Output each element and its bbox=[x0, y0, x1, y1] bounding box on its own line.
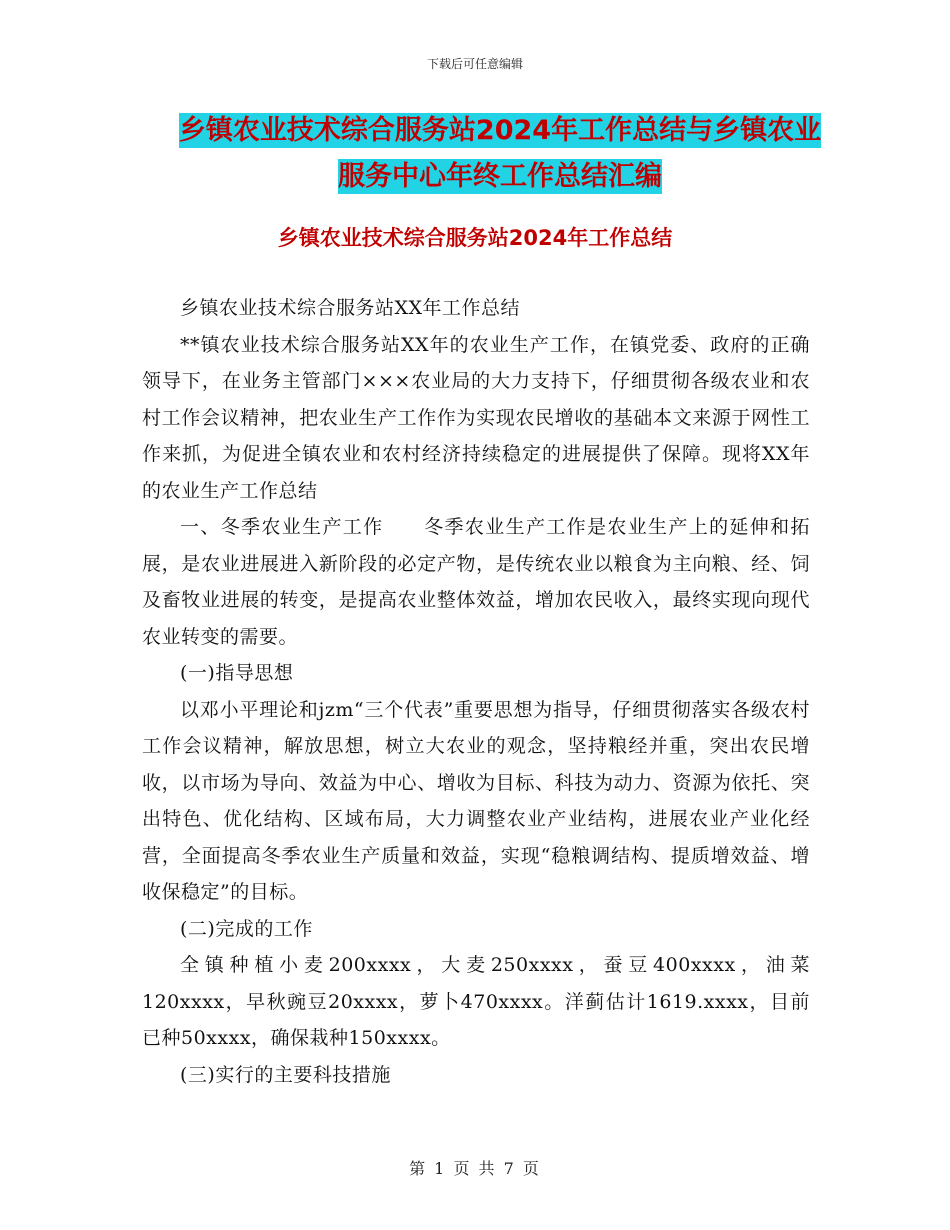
paragraph: 以邓小平理论和jzm“三个代表”重要思想为指导，仔细贯彻落实各级农村工作会议精神，解放思想，树立大农业的观念，坚持粮经并重，突出农民增收，以市场为导向、效益为中心、增收为目标、科技为动力、资源为依托、突出特色、优化结构、区域布局，大力调整农业产业结构，进展农业产业化经营，全面提高冬季农业生产质量和效益，实现“稳粮调结构、提质增效益、增收保稳定”的目标。 bbox=[142, 698, 810, 903]
body-text bbox=[142, 290, 810, 1093]
paragraph: 全镇种植小麦200xxxx，大麦250xxxx，蚕豆400xxxx，油菜120xxxx，早秋豌豆20xxxx，萝卜470xxxx。洋蓟估计1619.xxxx，目前已种50xxxx，确保栽种150xxxx。 bbox=[142, 954, 810, 1049]
header-note: 下载后可任意编辑 bbox=[426, 57, 523, 71]
paragraph: 一、冬季农业生产工作 冬季农业生产工作是农业生产上的延伸和拓展，是农业进展进入新阶段的必定产物，是传统农业以粮食为主向粮、经、饲及畜牧业进展的转变，是提高农业整体效益，增加农民收入，最终实现向现代农业转变的需要。 bbox=[142, 516, 810, 648]
paragraph: (三)实行的主要科技措施 bbox=[180, 1063, 391, 1086]
paragraph: 乡镇农业技术综合服务站XX年工作总结 bbox=[180, 297, 521, 319]
title-line-2: 服务中心年终工作总结汇编 bbox=[338, 161, 662, 192]
page-number: 第 1 页 共 7 页 bbox=[409, 1159, 541, 1178]
title-line-1: 乡镇农业技术综合服务站2024年工作总结与乡镇农业 bbox=[178, 115, 822, 146]
document-title bbox=[140, 108, 860, 200]
paragraph: (一)指导思想 bbox=[180, 662, 294, 684]
paragraph: (二)完成的工作 bbox=[180, 917, 313, 940]
section-title: 乡镇农业技术综合服务站2024年工作总结 bbox=[277, 226, 673, 250]
paragraph: **镇农业技术综合服务站XX年的农业生产工作，在镇党委、政府的正确领导下，在业务主管部门×××农业局的大力支持下，仔细贯彻各级农业和农村工作会议精神，把农业生产工作作为实现农民增收的基础本文来源于网性工作来抓，为促进全镇农业和农村经济持续稳定的进展提供了保障。现将XX年的农业生产工作总结 bbox=[142, 333, 810, 502]
